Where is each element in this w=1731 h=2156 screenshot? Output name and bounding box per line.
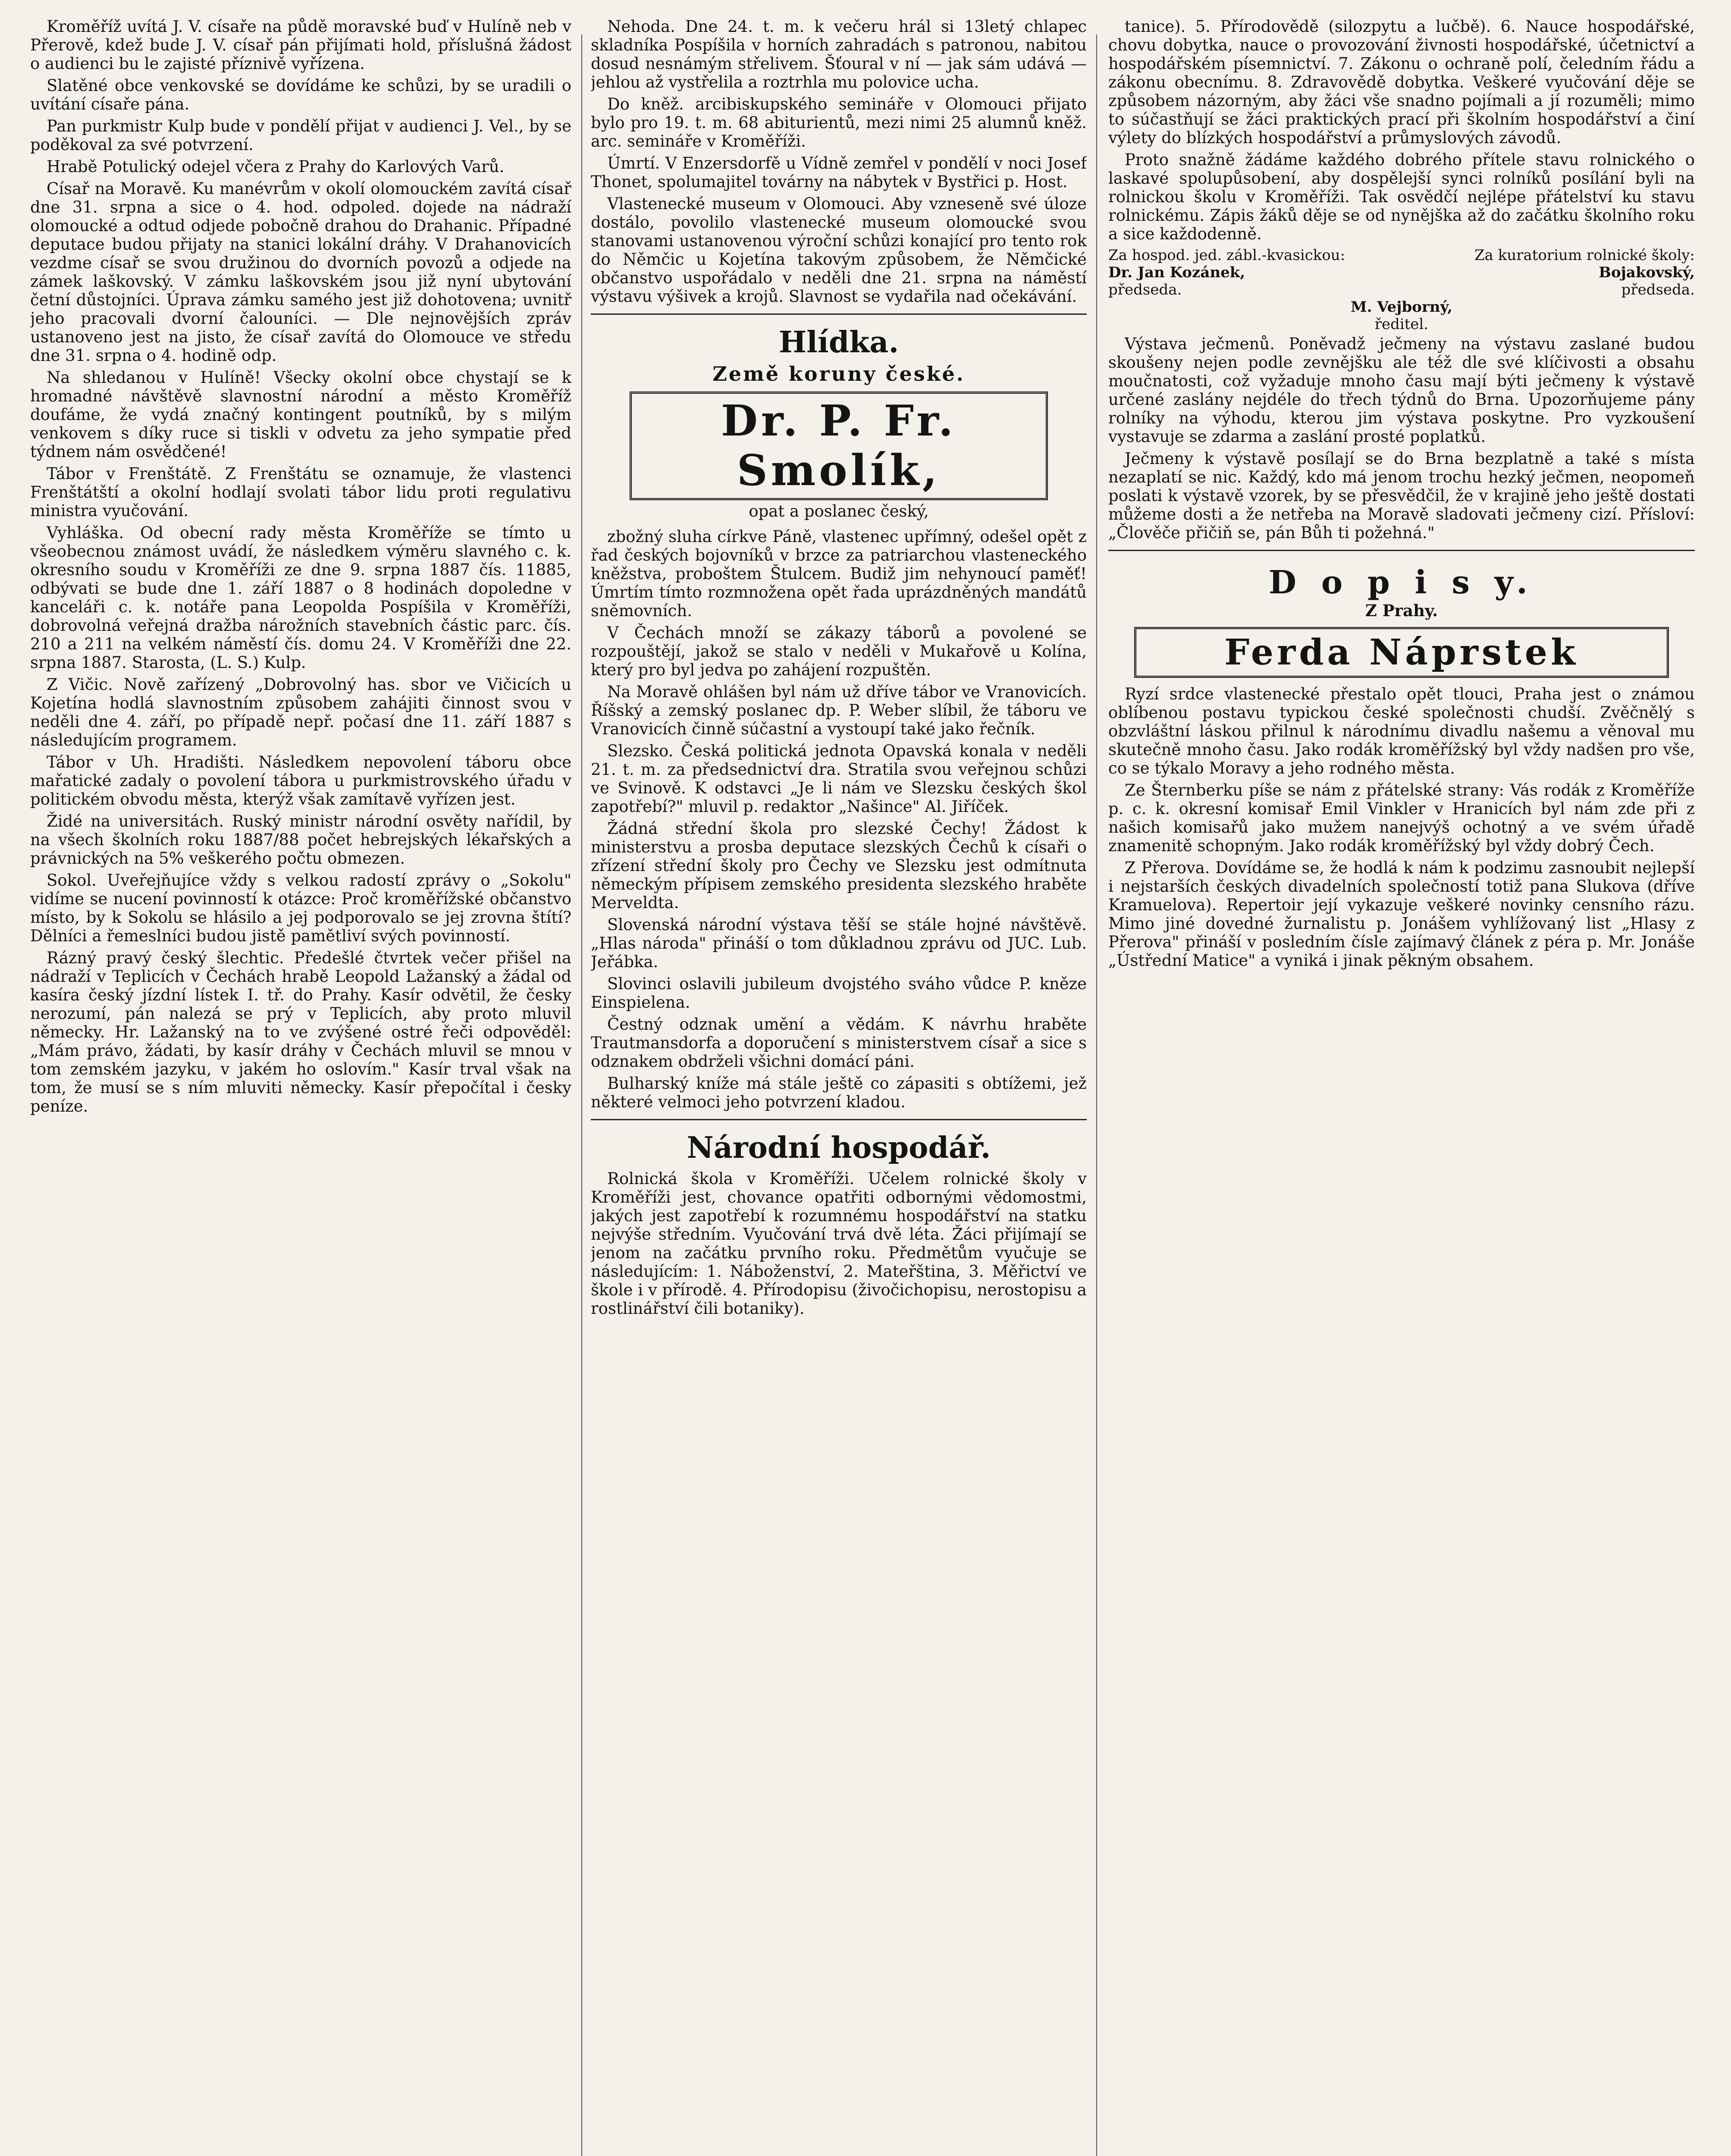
signature-block: [1108, 247, 1695, 333]
news-item: V Čechách množí se zákazy táborů a povolené se rozpouštějí, jakož se stalo v neděli v Mukařově u Kolína, který pro byl jedva po zahájení rozpuštěn.: [591, 624, 1087, 679]
section-divider: [591, 1119, 1087, 1120]
news-item: Ze Šternberku píše se nám z přátelské strany: Vás rodák z Kroměříže p. c. k. okresní komisař Emil Vinkler v Hranicích byl nám zde při z našich komisařů jako mužem nanejvýš ochotný a ve svém úřadě znamenitě schopným. Jako rodák kroměřížský byl vždy dobrý Čech.: [1108, 781, 1695, 855]
news-item: Císař na Moravě. Ku manévrům v okolí olomouckém zavítá císař dne 31. srpna a sice o 4. hod. odpoled. dojede na nádraží olomoucké a odtud odjede pobočně drahou do Drahanic. Případné deputace budou přijaty na stanici lokální dráhy. V Drahanovicích vezdme císař se svou družinou do dvorních povozů a odjede na zámek laškovský. V zámku laškovském jsou již nyní ubytování četní důstojníci. Úprava zámku samého jest již dohotovena; uvnitř jeho pracovali dvorní čalouníci. — Dle nejnovějších zpráv ustanoveno jest na jisto, že císař zavítá do Olomouce ve středu dne 31. srpna o 4. hodině odp.: [30, 179, 571, 365]
news-item: Slovenská národní výstava těší se stále hojné návštěvě. „Hlas národa" přináší o tom důkladnou zprávu od JUC. Lub. Jeřábka.: [591, 915, 1087, 971]
news-item: Vlastenecké museum v Olomouci. Aby vzneseně své úloze dostálo, povolilo vlastenecké museum olomoucké svou stanovami ustanovenou výroční schůzi konající pro tento rok do Němčic u Kojetína takovým způsobem, že Němčické občanstvo uspořádalo v neděli dne 21. srpna na náměstí výstavu výšivek a krojů. Slavnost se vydařila nad očekávání.: [591, 194, 1087, 306]
column-3: [1108, 17, 1695, 2156]
news-item: Vyhláška. Od obecní rady města Kroměříže se tímto u všeobecnou známost uvádí, že následkem výměru slavného c. k. okresního soudu v Kroměříži ze dne 9. srpna 1887 čís. 11885, odbývati se bude dne 1. září 1887 o 8 hodinách dopoledne v kanceláři c. k. notáře pana Leopolda Pospíšila v Kroměříži, dobrovolná veřejná dražba nárožních stavebních částic parc. čís. 210 a 211 na velkém náměstí čís. domu 24. V Kroměříži dne 22. srpna 1887. Starosta, (L. S.) Kulp.: [30, 523, 571, 672]
signature-org-right: Za kuratorium rolnické školy:: [1474, 247, 1695, 264]
news-item: Židé na universitách. Ruský ministr národní osvěty nařídil, by na všech školních roku 1887/88 počet hebrejských lékařských a právnických na 5% veškerého počtu obmezen.: [30, 812, 571, 868]
section-dopisy-title: D o p i s y.: [1268, 564, 1535, 601]
column-rule: [581, 34, 582, 2156]
column-1: [30, 17, 571, 2156]
news-item: tanice). 5. Přírodovědě (silozpytu a lučbě). 6. Nauce hospodářské, chovu dobytka, nauce o provozování živnosti hospodářské, účetnictví a hospodářském písemnictví. 7. Zákonu o ochraně polí, čeledním řádu a zákonu obecnímu. 8. Zdravovědě dobytka. Veškeré vyučování děje se způsobem názorným, aby žáci vše snadno pojímali a jí rozuměli; mimo to súčastňují se žáci praktických prací při školním hospodářství a činí výlety do blízkých hospodářství a průmyslových závodů.: [1108, 17, 1695, 147]
news-item: Proto snažně žádáme každého dobrého přítele stavu rolnického o laskavé spolupůsobení, aby dospělejší synci rolníků posílání byli na rolnickou školu v Kroměříži. Tak osvědčí nejlépe přátelství ku stavu rolnickému. Zápis žáků děje se od nynějška až do začátku školního roku a sice každodenně.: [1108, 150, 1695, 243]
news-item: Rolnická škola v Kroměříži. Učelem rolnické školy v Kroměříži jest, chovance opatřiti odbornými vědomostmi, jakých jest zapotřebí k rozumnému hospodářství na statku nejvýše středním. Vyučování trvá dvě léta. Žáci přijímají se jenom na začátku prvního roku. Předmětům vyučuje se následujícím: 1. Náboženství, 2. Mateřština, 3. Měřictví ve škole i v přírodě. 4. Přírodopisu (živočichopisu, nerostopisu a rostlinářství čili botaniky).: [591, 1169, 1087, 1318]
news-item: Na shledanou v Hulíně! Všecky okolní obce chystají se k hromadné návštěvě slavnostní národní a město Kroměříž doufáme, že vydá značný kontingent poutníků, by s milým venkovem s díky ruce si tiskli v odvetu za jeho sympatie před týdnem nám osvědčené!: [30, 368, 571, 461]
section-dopisy-place: Z Prahy.: [1365, 601, 1438, 620]
news-item: Výstava ječmenů. Poněvadž ječmeny na výstavu zaslané budou skoušeny nejen podle zevnějšku ale též dle své klíčivosti a obsahu moučnatosti, což vyžaduje mnoho času mají býti ječmeny k výstavě určené zaslány nejdéle do třech týdnů do Brna. Upozorňujeme pány rolníky na výhodu, kterou jim výstava poskytne. Pro vyzkoušení vystavuje se zdarma a zaslání prosté poplatků.: [1108, 335, 1695, 446]
signature-name-left: Dr. Jan Kozánek,: [1108, 264, 1245, 281]
obituary-name-box: Ferda Náprstek: [1134, 627, 1669, 678]
news-item: Žádná střední škola pro slezské Čechy! Žádost k ministerstvu a prosba deputace slezských Čechů k císaři o zřízení střední školy pro Čechy ve Slezsku jest odmítnuta německým přípisem zemského presidenta slezského hraběte Merveldta.: [591, 819, 1087, 912]
signature-org-left: Za hospod. jed. zábl.-kvasickou:: [1108, 247, 1345, 264]
news-item: Ječmeny k výstavě posílají se do Brna bezplatně a také s místa nezaplatí se nic. Každý, kdo má jenom trochu hezký ječmen, neopomeň poslati k výstavě vzorek, by se přesvědčil, že v krajině jeho ještě dostati můžeme dosti a že netřeba na Moravě sladovati ječmeny cizí. Přísloví: „Člověče přičiň se, pán Bůh ti požehná.": [1108, 449, 1695, 542]
news-item: zbožný sluha církve Páně, vlastenec upřímný, odešel opět z řad českých bojovníků v brzce za patriarchou vlasteneckého kněžstva, proboštem Štulcem. Budiž jim nehynoucí paměť! Úmrtím tímto rozmnožena opět řada uprázdněných mandátů sněmovních.: [591, 527, 1087, 620]
news-item: Sokol. Uveřejňujíce vždy s velkou radostí zprávy o „Sokolu" vidíme se nucení povinností k otázce: Proč kroměřížské občanstvo místo, by k Sokolu se hlásilo a jej podporovalo se jej zrovna štítí? Dělníci a řemeslníci budou jistě pamětliví svých povinností.: [30, 871, 571, 945]
news-item: Nehoda. Dne 24. t. m. k večeru hrál si 13letý chlapec skladníka Pospíšila v horních zahradách s patronou, nabitou dosud nesnámým střelivem. Šťoural v ní — jak sám udává — jehlou až vystřelila a roztrhla mu polovice ucha.: [591, 17, 1087, 91]
news-item: Hrabě Potulický odejel včera z Prahy do Karlových Varů.: [47, 157, 505, 176]
news-item: Z Vičic. Nově zařízený „Dobrovolný has. sbor ve Vičicích u Kojetína hodlá slavnostním způsobem zahájiti činnost svou v neděli dne 4. září, po případě nepř. počasí dne 11. září 1887 s následujícím programem.: [30, 675, 571, 749]
obituary-name-box: Dr. P. Fr. Smolík,: [630, 392, 1048, 500]
news-item: Do kněž. arcibiskupského semináře v Olomouci přijato bylo pro 19. t. m. 68 abiturientů, mezi nimi 25 alumnů kněž. arc. semináře v Kroměříži.: [591, 95, 1087, 150]
newspaper-page: [30, 17, 1703, 2156]
news-item: Slezsko. Česká politická jednota Opavská konala v neděli 21. t. m. za předsednictví dra. Stratila svou veřejnou schůzi ve Svinově. K odstavci „Je li nám ve Slezsku českých škol zapotřebí?" mluvil p. redaktor „Našince" Al. Jiříček.: [591, 742, 1087, 816]
news-item: Z Přerova. Dovídáme se, že hodlá k nám k podzimu zasnoubit nejlepší i nejstarších českých divadelních společností totiž pana Slukova (dříve Kramuelova). Repertoir její vykazuje veškeré novinky censního rázu. Mimo jiné dovedné žurnalistu p. Jonášem vyhlížovaný list „Hlasy z Přerova" přináší v posledním čísle zajímavý článek z péra p. Mr. Jonáše „Ústřední Matice" a vyniká i jinak pěkným obsahem.: [1108, 859, 1695, 970]
signature-name-right: Bojakovský,: [1599, 264, 1695, 281]
news-item: Bulharský kníže má stále ještě co zápasiti s obtížemi, jež některé velmoci jeho potvrzení kladou.: [591, 1074, 1087, 1111]
news-item: Pan purkmistr Kulp bude v pondělí přijat v audienci J. Vel., by se poděkoval za své potvrzení.: [30, 117, 571, 154]
section-hlidka: [591, 325, 1087, 385]
news-item: Čestný odznak umění a vědám. K návrhu hraběte Trautmansdorfa a doporučení s ministerstvem císař a sice s odznakem obdrželi všichni domácí páni.: [591, 1015, 1087, 1071]
news-item: Kroměříž uvítá J. V. císaře na půdě moravské buď v Hulíně neb v Přerově, kdež bude J. V. císař pán přijímati hold, příslušná žádost o audienci bu le zajisté příznivě vyřízena.: [30, 17, 571, 73]
signature-role-third: ředitel.: [1374, 316, 1429, 333]
news-item: Ryzí srdce vlastenecké přestalo opět tlouci, Praha jest o známou oblíbenou postavu typickou české společnosti chudší. Zvěčnělý s obzvláštní láskou přilnul k národnímu divadlu našemu a věnoval mu skutečně mnoho času. Jako rodák kroměřížský byl vždy nadšen pro vše, co se týkalo Moravy a jeho rodného města.: [1108, 685, 1695, 777]
news-item: Tábor v Frenštátě. Z Frenštátu se oznamuje, že vlastenci Frenštátští a okolní hodlají svolati tábor lidu proti regulativu ministra vyučování.: [30, 464, 571, 520]
section-title: Hlídka.: [778, 325, 899, 360]
column-rule: [1096, 34, 1097, 2156]
news-item: Slovinci oslavili jubileum dvojstého sváho vůdce P. kněze Einspielena.: [591, 975, 1087, 1012]
signature-role-left: předseda.: [1108, 281, 1182, 298]
section-subtitle: Země koruny české.: [712, 362, 965, 385]
news-item: Tábor v Uh. Hradišti. Následkem nepovolení táboru obce mařatické zadaly o povolení tábora u purkmistrovského úřadu v politickém obvodu města, kterýž však zamítavě vyřízen jest.: [30, 753, 571, 808]
column-2: [591, 17, 1087, 2156]
news-item: Úmrtí. V Enzersdorfě u Vídně zemřel v pondělí v noci Josef Thonet, spolumajitel továrny na nábytek v Bystřici p. Host.: [591, 154, 1087, 191]
section-hospodar: [591, 1131, 1087, 1165]
news-item: Slatěné obce venkovské se dovídáme ke schůzi, by se uradili o uvítání císaře pána.: [30, 76, 571, 113]
signature-name-third: M. Vejborný,: [1351, 298, 1452, 316]
obituary-caption: opat a poslanec český,: [749, 502, 929, 520]
section-divider: [591, 313, 1087, 315]
section-divider: [1108, 550, 1695, 551]
section-title: Národní hospodář.: [687, 1131, 991, 1165]
news-item: Na Moravě ohlášen byl nám už dříve tábor ve Vranovicích. Říšský a zemský poslanec dp. P. Weber slíbil, že táboru ve Vranovicích činně súčastní a vystoupí také jako řečník.: [591, 683, 1087, 738]
news-item: Rázný pravý český šlechtic. Předešlé čtvrtek večer přišel na nádraží v Teplicích v Čechách hrabě Leopold Lažanský a žádal od kasíra český jízdní lístek I. tř. do Prahy. Kasír odvětil, že česky nerozumí, pán nalezá se prý v Teplicích, aby proto mluvil německy. Hr. Lažanský na to ve zvýšené ostré řeči odpověděl: „Mám právo, žádati, by kasír dráhy v Čechách mluvil se mnou v tom zemském jazyku, v jakém ho oslovím." Kasír trval však na tom, že musí se s ním mluviti německy. Kasír přepočítal i česky peníze.: [30, 949, 571, 1116]
signature-role-right: předseda.: [1621, 281, 1695, 298]
